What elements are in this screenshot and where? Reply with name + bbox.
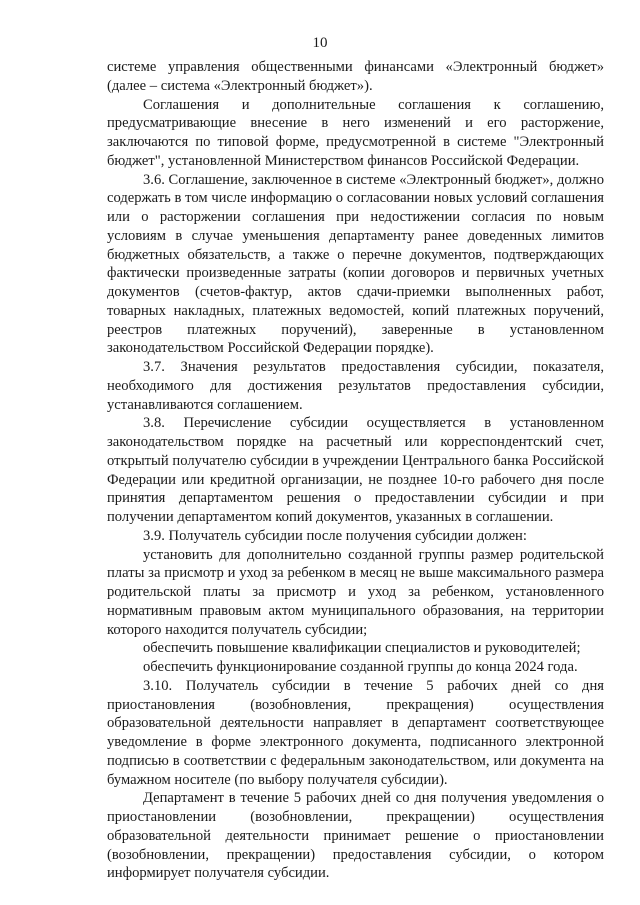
- paragraph-department-decision: Департамент в течение 5 рабочих дней со дня получения уведомления о приостановлении (возобновлении, прекращении) осуществления образовательной деятельности принимает решение о приостановлении (возобновлении, прекращении) предоставления субсидии, о котором информирует получателя субсидии.: [107, 790, 604, 882]
- document-body: [107, 58, 604, 883]
- page-number: 10: [312, 35, 328, 51]
- paragraph-3-9-item-3: обеспечить функционирование созданной группы до конца 2024 года.: [143, 659, 578, 675]
- paragraph-1: системе управления общественными финансами «Электронный бюджет» (далее – система «Электронный бюджет»).: [107, 59, 604, 94]
- paragraph-3-6: 3.6. Соглашение, заключенное в системе «Электронный бюджет», должно содержать в том числе информацию о согласовании новых условий соглашения или о расторжении соглашения при недостижении согласия по новым условиям в случае уменьшения департаменту ранее доведенных лимитов бюджетных обязательств, а также о перечне документов, подтверждающих фактически произведенные затраты (копии договоров и первичных учетных документов (счетов-фактур, актов сдачи-приемки выполненных работ, товарных накладных, платежных ведомостей, копий платежных поручений, реестров платежных поручений), заверенные в установленном законодательством Российской Федерации порядке).: [107, 171, 604, 357]
- paragraph-3-7: 3.7. Значения результатов предоставления субсидии, показателя, необходимого для достижения результатов предоставления субсидии, устанавливаются соглашением.: [107, 359, 604, 413]
- paragraph-2: Соглашения и дополнительные соглашения к соглашению, предусматривающие внесение в него изменений и его расторжение, заключаются по типовой форме, предусмотренной в системе "Электронный бюджет", установленной Министерством финансов Российской Федерации.: [107, 96, 604, 169]
- paragraph-3-10: 3.10. Получатель субсидии в течение 5 рабочих дней со дня приостановления (возобновления, прекращения) осуществления образовательной деятельности направляет в департамент соответствующее уведомление в форме электронного документа, подписанного электронной подписью в соответствии с федеральным законодательством, или документа на бумажном носителе (по выбору получателя субсидии).: [107, 677, 604, 788]
- paragraph-3-9-item-1: установить для дополнительно созданной группы размер родительской платы за присмотр и уход за ребенком в месяц не выше максимального размера родительской платы за присмотр и уход за ребенком, установленного нормативным правовым актом муниципального образования, на территории которого находится получатель субсидии;: [107, 546, 604, 638]
- paragraph-3-9: 3.9. Получатель субсидии после получения субсидии должен:: [143, 527, 527, 544]
- paragraph-3-9-item-2: обеспечить повышение квалификации специалистов и руководителей;: [143, 640, 581, 657]
- paragraph-3-8: 3.8. Перечисление субсидии осуществляется в установленном законодательством порядке на расчетный или корреспондентский счет, открытый получателю субсидии в учреждении Центрального банка Российской Федерации или кредитной организации, не позднее 10-го рабочего дня после принятия департаментом решения о предоставлении субсидии и при получении департаментом копий документов, указанных в соглашении.: [107, 415, 604, 525]
